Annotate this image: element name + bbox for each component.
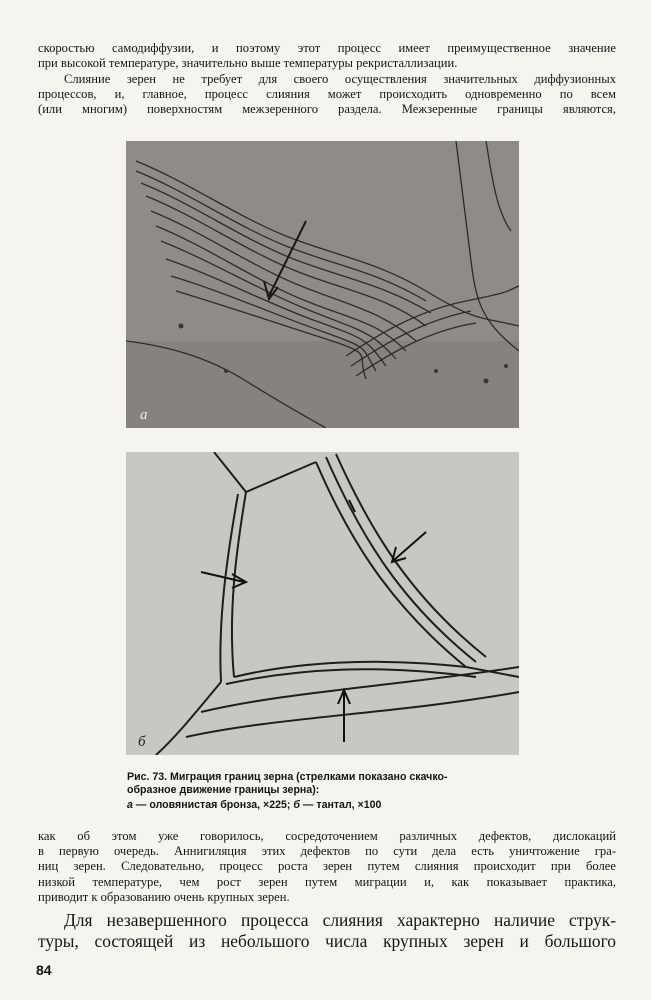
paragraph-1 [38, 41, 616, 71]
figure-b-label: б [138, 734, 146, 750]
figure-legend [127, 799, 547, 812]
text-line: процессов, и, главное, процесс слияния может происходить одновременно по всем [38, 87, 616, 102]
paragraph-3 [38, 829, 616, 905]
figure-caption [127, 771, 547, 797]
page-number: 84 [36, 962, 52, 978]
paragraph-4 [38, 910, 616, 952]
text-line: ниц зерен. Следовательно, процесс роста зерен путем слияния происходит при более [38, 859, 616, 874]
text-line: Слияние зерен не требует для своего осуществления значительных диффузионных [64, 72, 616, 86]
micrograph-a [126, 141, 519, 428]
text-line: низкой температуре, чем рост зерен путем миграции и, как показывает практика, [38, 874, 616, 889]
caption-line: образное движение границы зерна): [127, 784, 320, 796]
text-line: скоростью самодиффузии, и поэтому этот процесс имеет преимущественное значение [38, 41, 616, 55]
figure-a-label: а [140, 407, 148, 423]
text-line: в первую очередь. Аннигиляция этих дефектов по сути дела есть уничтожение гра- [38, 844, 616, 859]
text-line: как об этом уже говорилось, сосредоточением различных дефектов, дислокаций [38, 829, 616, 843]
micrograph-b [126, 452, 519, 755]
caption-line: Рис. 73. Миграция границ зерна (стрелками показано скачко- [127, 771, 448, 783]
micrograph-a-image [126, 141, 519, 428]
text-line: приводит к образованию очень крупных зерен. [38, 889, 290, 904]
legend-letter-a: а [127, 799, 133, 811]
text-line: Для незавершенного процесса слияния характерно наличие струк- [64, 910, 616, 930]
legend-letter-b: б [293, 799, 300, 811]
legend-text-a: — оловянистая бронза, ×225; [132, 799, 294, 811]
text-line: туры, состоящей из небольшого числа крупных зерен и большого [38, 931, 616, 951]
paragraph-2 [38, 72, 616, 118]
text-line: при высокой температуре, значительно выше температуры рекристаллизации. [38, 56, 458, 71]
text-line: (или многим) поверхностям межзеренного раздела. Межзеренные границы являются, [38, 102, 616, 117]
legend-text-b: — тантал, ×100 [299, 799, 382, 811]
micrograph-b-image [126, 452, 519, 755]
